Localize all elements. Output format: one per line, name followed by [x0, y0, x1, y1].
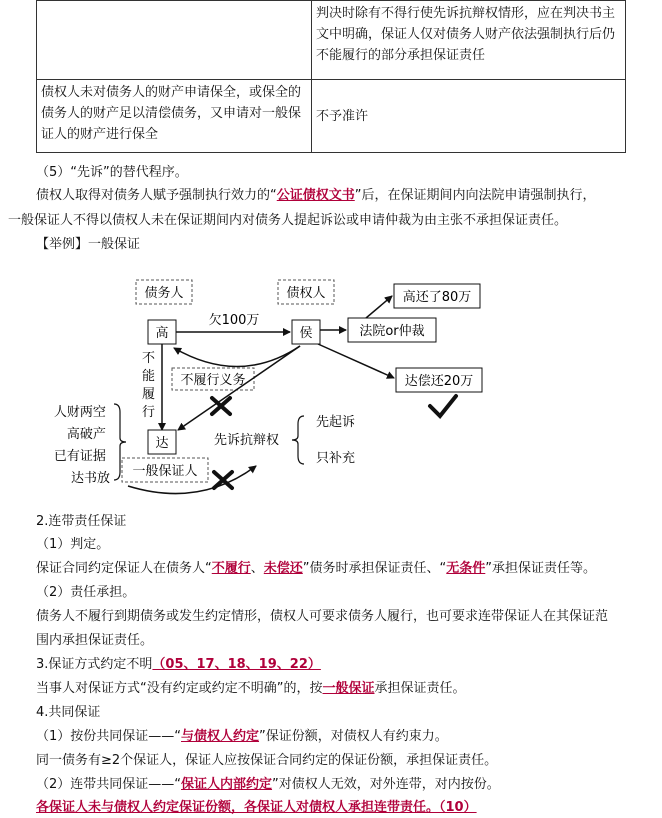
repaid20-label: 达偿还20万	[404, 374, 474, 389]
cannot-perform-label: 不 能 履 行	[142, 351, 156, 420]
guarantee-diagram	[0, 258, 662, 506]
cross-icon	[214, 472, 232, 488]
text: 3.保证方式约定不明	[36, 657, 153, 672]
hou-label: 侯	[299, 326, 313, 341]
table-cell: 债权人未对债务人的财产申请保全，或保全的债务人的财产足以清偿债务，又申请对一般保证人的财产进行保全	[37, 80, 312, 153]
section-2-2-text-1: 债务人不履行到期债务或发生约定情形，债权人可要求债务人履行，也可要求连带保证人在其保证范	[36, 609, 609, 624]
table-row	[37, 80, 626, 153]
section-5-title: （5）“先诉”的替代程序。	[36, 165, 188, 180]
section-4-title: 4.共同保证	[36, 705, 101, 720]
key-term: 不履行	[211, 561, 251, 576]
defense-label: 先诉抗辩权	[214, 433, 280, 448]
text: （2）连带共同保证——“	[36, 777, 182, 792]
example-title: 【举例】一般保证	[36, 237, 141, 252]
section-4-2-text: 各保证人未与债权人约定保证份额，各保证人对债权人承担连带责任。（10）	[36, 800, 477, 815]
section-4-1	[36, 727, 662, 747]
nonperform-label: 不履行义务	[180, 373, 246, 388]
text: 保证合同约定保证人在债务人“	[36, 561, 212, 576]
rules-table	[36, 0, 626, 153]
repaid80-label: 高还了80万	[402, 290, 472, 305]
table-cell: 不予准许	[312, 80, 626, 153]
section-2-2-title: （2）责任承担。	[36, 585, 136, 600]
gao-label: 高	[155, 326, 169, 341]
text: ”后，在保证期间内向法院申请强制执行，	[354, 188, 596, 203]
creditor-label: 债权人	[286, 286, 326, 301]
repaid20-arrow	[318, 344, 394, 378]
text: ”对债权人无效，对外连带，对内按份。	[272, 777, 500, 792]
general-guarantor-label: 一般保证人	[132, 464, 198, 479]
repaid80-arrow	[366, 296, 392, 318]
key-term: 未偿还	[263, 561, 303, 576]
key-term: 一般保证	[322, 681, 375, 696]
section-3-text	[36, 679, 662, 699]
key-term: 保证人内部约定	[181, 777, 273, 792]
table-cell: 判决时除有不得行使先诉抗辩权情形，应在判决书主文中明确，保证人仅对债务人财产依法强制执行后仍不能履行的部分承担保证责任	[312, 1, 626, 80]
table-cell	[37, 1, 312, 80]
key-term: 无条件	[446, 561, 486, 576]
text: 债权人取得对债务人赋予强制执行效力的“	[36, 188, 277, 203]
key-term: 与债权人约定	[181, 729, 260, 744]
section-2-1-text	[36, 559, 662, 579]
check-icon	[430, 396, 456, 416]
text: （1）按份共同保证——“	[36, 729, 182, 744]
exceptions-brace	[114, 404, 126, 480]
text: ”债务时承担保证责任、“	[302, 561, 447, 576]
court-label: 法院or仲裁	[359, 324, 425, 339]
text: 承担保证责任。	[374, 681, 466, 696]
key-term: 公证债权文书	[276, 188, 355, 203]
paragraph-1-line-2: 一般保证人不得以债权人未在保证期间内对债务人提起诉讼或申请仲裁为由主张不承担保证责任。	[8, 213, 568, 228]
table-row	[37, 1, 626, 80]
owe-label: 欠100万	[208, 313, 260, 328]
text: ”承担保证责任等。	[485, 561, 597, 576]
text: 当事人对保证方式“没有约定或约定不明确”的，按	[36, 681, 323, 696]
text: 、	[250, 561, 264, 576]
section-4-1-text: 同一债务有≥2个保证人，保证人应按保证合同约定的保证份额，承担保证责任。	[36, 753, 498, 768]
paragraph-1-line-1	[36, 186, 662, 206]
exam-years: （05、17、18、19、22）	[152, 657, 321, 672]
defense-brace	[292, 416, 304, 464]
text: ”保证份额，对债权人有约束力。	[259, 729, 448, 744]
nonperform-curve	[174, 346, 300, 367]
section-2-1-title: （1）判定。	[36, 537, 110, 552]
da-label: 达	[155, 436, 169, 451]
section-3-title	[36, 655, 662, 675]
section-2-title: 2.连带责任保证	[36, 514, 127, 529]
sue-first-label: 先起诉	[316, 415, 356, 430]
section-2-2-text-2: 围内承担保证责任。	[36, 633, 154, 648]
debtor-label: 债务人	[144, 286, 184, 301]
section-4-2	[36, 775, 662, 795]
supplement-label: 只补充	[316, 451, 356, 466]
exceptions-list: 人财两空 高破产 已有证据 达书放	[53, 405, 110, 486]
